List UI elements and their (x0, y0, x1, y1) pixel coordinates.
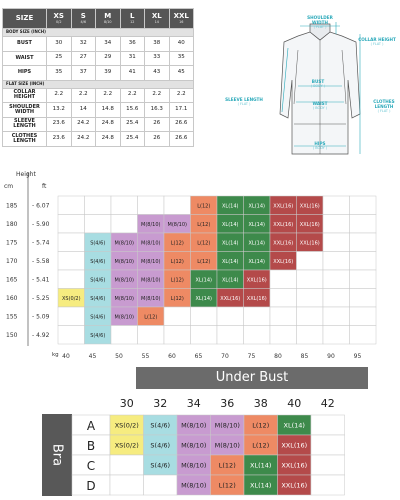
chart-cell (111, 326, 138, 345)
size-cell: 29 (96, 51, 121, 66)
chart-cell-label: XL(14) (195, 295, 212, 302)
chart-cell (217, 307, 244, 326)
chart-cell-label: S(4/6) (90, 258, 106, 265)
size-cell: 40 (169, 37, 194, 52)
size-header-row (3, 9, 194, 29)
chart-cell-label: XXL(16) (246, 295, 267, 302)
jacket-label-sub: ( FLAT ) (313, 24, 327, 29)
size-cell: 35 (47, 66, 72, 81)
jacket-label-bust (298, 80, 338, 89)
chart-cell (217, 326, 244, 345)
chart-cell-label: M(8/10) (114, 240, 134, 247)
chart-cell-label: XL(14) (222, 203, 239, 210)
jacket-label-name: HIPS (314, 141, 326, 146)
chart-cell-label: XL(14) (248, 240, 265, 247)
height-cm-tick: 160 (6, 294, 18, 302)
under-bust-cell-label: S(4/6) (150, 441, 171, 450)
jacket-label-name: BUST (311, 79, 325, 84)
chart-cell (58, 215, 85, 234)
under-bust-title: Under Bust (136, 367, 368, 389)
chart-cell-label: L(12) (170, 258, 184, 265)
chart-cell (191, 326, 218, 345)
chart-cell-label: XXL(16) (299, 203, 320, 210)
size-cell: 23.6 (47, 132, 72, 147)
size-cell: 33 (145, 51, 170, 66)
chart-cell-label: L(12) (197, 203, 211, 210)
jacket-label-sub: ( BODY ) (310, 83, 326, 88)
under-bust-column-header: 42 (320, 397, 335, 410)
body-size-section (3, 29, 194, 37)
jacket-label-sub: ( BODY ) (312, 105, 328, 110)
under-bust-column-header: 38 (253, 397, 268, 410)
chart-cell-label: XL(14) (222, 277, 239, 284)
size-row (3, 132, 194, 147)
height-cm-tick: 155 (6, 313, 18, 321)
chart-cell-label: XXL(16) (299, 221, 320, 228)
weight-kg-tick: 90 (327, 353, 335, 358)
chart-cell (58, 270, 85, 289)
size-cell: 17.1 (169, 103, 194, 118)
weight-kg-tick: 65 (194, 353, 203, 358)
chart-cell-label: S(4/6) (90, 295, 106, 302)
chart-cell-label: XXL(16) (246, 277, 267, 284)
under-bust-column-header: 40 (287, 397, 302, 410)
chart-cell-label: S(4/6) (90, 332, 106, 339)
size-header-sub: 14 (154, 19, 159, 24)
chart-cell-label: M(8/10) (141, 277, 161, 284)
chart-cell (191, 307, 218, 326)
size-cell: 15.6 (120, 103, 145, 118)
weight-kg-tick: 85 (300, 353, 309, 358)
chart-cell (58, 326, 85, 345)
weight-kg-tick: 80 (274, 353, 282, 358)
height-ft-tick: - 5.58 (32, 257, 50, 265)
chart-cell-label: XL(14) (222, 240, 239, 247)
under-bust-cell-label: XL(14) (283, 421, 305, 430)
chart-cell (85, 196, 112, 215)
height-weight-chart (0, 166, 400, 358)
chart-cell-label: L(12) (197, 240, 211, 247)
size-cell: 26.6 (169, 117, 194, 132)
size-row (3, 66, 194, 81)
chart-cell-label: L(12) (197, 258, 211, 265)
chart-cell-label: XXL(16) (273, 221, 294, 228)
under-bust-cell (311, 455, 345, 475)
size-cell: 2.2 (47, 88, 72, 103)
chart-cell (350, 196, 377, 215)
chart-cell-label: XXL(16) (220, 295, 241, 302)
under-bust-cell (110, 475, 144, 495)
jacket-label-shoulder-width (300, 16, 340, 30)
chart-cell (270, 326, 297, 345)
size-cell: 38 (145, 37, 170, 52)
size-header-xs: XS 0/2 (47, 9, 72, 29)
size-header-sub: 0/2 (56, 19, 62, 24)
chart-cell-label: XS(0/2) (61, 295, 81, 302)
chart-cell (350, 289, 377, 308)
jacket-label-sub: ( FLAT ) (237, 101, 251, 106)
chart-cell (58, 233, 85, 252)
jacket-label-waist (300, 102, 340, 111)
chart-cell (58, 196, 85, 215)
chart-cell (297, 270, 324, 289)
height-cm-tick: 175 (6, 239, 18, 247)
chart-cell (297, 289, 324, 308)
under-bust-cell-label: L(12) (252, 421, 270, 430)
under-bust-cell-label: L(12) (252, 441, 270, 450)
chart-cell (164, 326, 191, 345)
jacket-label-name: COLLAR HEIGHT (358, 37, 396, 42)
chart-cell (270, 270, 297, 289)
chart-cell (350, 326, 377, 345)
weight-kg-tick: 75 (247, 353, 256, 358)
jacket-label-clothes-length (364, 100, 400, 114)
chart-cell (350, 252, 377, 271)
chart-cell-label: M(8/10) (114, 277, 134, 284)
size-cell: 45 (169, 66, 194, 81)
chart-cell-label: L(12) (170, 295, 184, 302)
weight-kg-tick: 40 (62, 353, 70, 358)
size-cell: 26 (145, 117, 170, 132)
height-ft-tick: - 5.41 (32, 276, 50, 284)
chart-cell (164, 196, 191, 215)
jacket-label-name: CLOTHES LENGTH (373, 99, 395, 109)
flat-size-section-label: FLAT SIZE (INCH) (3, 80, 194, 88)
chart-cell-label: M(8/10) (141, 221, 161, 228)
weight-kg-tick: 55 (141, 353, 150, 358)
size-cell: 2.2 (120, 88, 145, 103)
size-cell: 39 (96, 66, 121, 81)
chart-cell-label: XL(14) (195, 277, 212, 284)
size-row-label: SHOULDER WIDTH (3, 103, 47, 118)
size-header-sub: 8/10 (103, 19, 112, 24)
size-cell: 27 (71, 51, 96, 66)
height-ft-tick: - 6.07 (32, 202, 50, 210)
size-cell: 25.4 (120, 117, 145, 132)
chart-cell (85, 215, 112, 234)
chart-cell-label: S(4/6) (90, 314, 106, 321)
under-bust-cell-label: M(8/10) (181, 481, 207, 490)
size-cell: 23.6 (47, 117, 72, 132)
chart-cell (323, 326, 350, 345)
height-unit-ft: ft (42, 183, 47, 190)
size-cell: 32 (71, 37, 96, 52)
chart-cell (58, 307, 85, 326)
under-bust-cell-label: L(12) (218, 461, 236, 470)
chart-cell (244, 326, 271, 345)
size-header-m: M 8/10 (96, 9, 121, 29)
chart-cell (350, 215, 377, 234)
under-bust-cell-label: M(8/10) (181, 461, 207, 470)
chart-cell-label: XL(14) (248, 203, 265, 210)
size-cell: 41 (120, 66, 145, 81)
size-cell: 2.2 (96, 88, 121, 103)
cup-label: A (86, 419, 96, 433)
size-cell: 25.4 (120, 132, 145, 147)
size-header-sub: 12 (130, 19, 135, 24)
chart-cell-label: L(12) (197, 221, 211, 228)
height-cm-tick: 170 (6, 257, 18, 265)
size-cell: 37 (71, 66, 96, 81)
size-cell: 24.8 (96, 132, 121, 147)
under-bust-table (0, 360, 400, 500)
under-bust-cell-label: S(4/6) (150, 461, 171, 470)
under-bust-cell-label: L(12) (218, 481, 236, 490)
size-header-label: SIZE (3, 9, 47, 29)
under-bust-cell-label: M(8/10) (214, 421, 240, 430)
weight-kg-tick: 95 (353, 353, 362, 358)
size-header-xl: XL 14 (145, 9, 170, 29)
size-cell: 30 (47, 37, 72, 52)
chart-cell (350, 307, 377, 326)
size-cell: 24.2 (71, 117, 96, 132)
flat-size-section (3, 80, 194, 88)
chart-cell-label: XL(14) (222, 258, 239, 265)
size-cell: 43 (145, 66, 170, 81)
chart-cell (323, 252, 350, 271)
chart-cell-label: S(4/6) (90, 277, 106, 284)
size-row-label: HIPS (3, 66, 47, 81)
height-ft-tick: - 5.74 (32, 239, 50, 247)
size-row (3, 51, 194, 66)
weight-kg-tick: 50 (115, 353, 123, 358)
chart-cell-label: XXL(16) (273, 258, 294, 265)
under-bust-cell (110, 455, 144, 475)
chart-cell-label: L(12) (170, 277, 184, 284)
height-ft-tick: - 4.92 (32, 331, 50, 339)
jacket-label-hips (300, 142, 340, 151)
size-cell: 24.2 (71, 132, 96, 147)
under-bust-cell-label: XXL(16) (281, 461, 308, 470)
jacket-label-sleeve-length (224, 98, 264, 107)
jacket-label-name: SLEEVE LENGTH (225, 97, 263, 102)
size-cell: 26.6 (169, 132, 194, 147)
size-cell: 14 (71, 103, 96, 118)
size-row-label: CLOTHES LENGTH (3, 132, 47, 147)
chart-cell-label: M(8/10) (114, 295, 134, 302)
size-row (3, 103, 194, 118)
jacket-label-sub: ( FLAT ) (377, 108, 391, 113)
chart-cell-label: XXL(16) (273, 203, 294, 210)
size-header-sub: 4/6 (80, 19, 86, 24)
bra-side-label: Bra (42, 414, 72, 496)
size-header-s: S 4/6 (71, 9, 96, 29)
weight-kg-tick: 70 (221, 353, 229, 358)
chart-cell (323, 270, 350, 289)
chart-cell-label: XL(14) (248, 258, 265, 265)
chart-cell (111, 215, 138, 234)
size-cell: 13.2 (47, 103, 72, 118)
size-cell: 24.8 (96, 117, 121, 132)
under-bust-cell-label: XXL(16) (281, 481, 308, 490)
under-bust-cell-label: M(8/10) (214, 441, 240, 450)
size-row-label: WAIST (3, 51, 47, 66)
size-header-sub: 16 (179, 19, 184, 24)
under-bust-column-header: 32 (153, 397, 168, 410)
size-cell: 14.8 (96, 103, 121, 118)
chart-cell-label: XL(14) (222, 221, 239, 228)
under-bust-cell-label: XL(14) (250, 461, 272, 470)
chart-cell (323, 215, 350, 234)
chart-cell (138, 326, 165, 345)
under-bust-cell (311, 475, 345, 495)
under-bust-cell-label: S(4/6) (150, 421, 171, 430)
size-cell: 34 (96, 37, 121, 52)
jacket-label-collar-height (357, 38, 397, 47)
size-row-label: SLEEVE LENGTH (3, 117, 47, 132)
size-row-label: BUST (3, 37, 47, 52)
chart-cell-label: S(4/6) (90, 240, 106, 247)
under-bust-cell-label: XXL(16) (281, 441, 308, 450)
size-header-l: L 12 (120, 9, 145, 29)
chart-cell (270, 289, 297, 308)
chart-cell-label: M(8/10) (114, 258, 134, 265)
cup-label: D (86, 479, 96, 493)
chart-cell-label: XXL(16) (299, 240, 320, 247)
height-ft-tick: - 5.25 (32, 294, 50, 302)
height-cm-tick: 180 (6, 220, 18, 228)
size-row (3, 88, 194, 103)
size-row (3, 37, 194, 52)
weight-unit-kg: kg (52, 352, 59, 358)
chart-cell-label: M(8/10) (167, 221, 187, 228)
under-bust-cell (311, 435, 345, 455)
jacket-label-sub: ( FLAT ) (370, 41, 384, 46)
size-row (3, 117, 194, 132)
chart-cell-label: M(8/10) (141, 258, 161, 265)
height-unit-cm: cm (4, 183, 14, 190)
chart-cell (111, 196, 138, 215)
chart-cell-label: XXL(16) (273, 240, 294, 247)
weight-kg-tick: 45 (88, 353, 97, 358)
under-bust-cell (311, 415, 345, 435)
jacket-label-name: WAIST (312, 101, 328, 106)
chart-cell (164, 307, 191, 326)
height-title: Height (16, 171, 36, 178)
size-cell: 35 (169, 51, 194, 66)
size-cell: 31 (120, 51, 145, 66)
under-bust-cell-label: XS(0/2) (114, 441, 139, 450)
chart-cell (58, 252, 85, 271)
chart-cell (323, 233, 350, 252)
size-cell: 2.2 (169, 88, 194, 103)
under-bust-cell-label: XS(0/2) (114, 421, 139, 430)
height-cm-tick: 150 (6, 331, 18, 339)
body-size-section-label: BODY SIZE (INCH) (3, 29, 194, 37)
size-cell: 26 (145, 132, 170, 147)
chart-cell-label: L(12) (170, 240, 184, 247)
size-cell: 36 (120, 37, 145, 52)
chart-cell (297, 252, 324, 271)
height-ft-tick: - 5.09 (32, 313, 50, 321)
chart-cell (323, 196, 350, 215)
weight-kg-tick: 60 (168, 353, 176, 358)
size-cell: 25 (47, 51, 72, 66)
size-table (2, 8, 194, 147)
size-row-label: COLLAR HEIGHT (3, 88, 47, 103)
size-cell: 16.3 (145, 103, 170, 118)
chart-cell (270, 307, 297, 326)
under-bust-column-header: 36 (220, 397, 235, 410)
chart-cell-label: XL(14) (248, 221, 265, 228)
height-ft-tick: - 5.90 (32, 220, 50, 228)
size-cell: 2.2 (145, 88, 170, 103)
height-cm-tick: 185 (6, 202, 18, 210)
chart-cell (323, 307, 350, 326)
chart-cell-label: L(12) (144, 314, 158, 321)
chart-cell (297, 307, 324, 326)
cup-label: B (86, 439, 96, 453)
chart-cell (323, 289, 350, 308)
chart-cell (350, 270, 377, 289)
chart-cell-label: M(8/10) (141, 295, 161, 302)
size-cell: 2.2 (71, 88, 96, 103)
jacket-label-sub: ( BODY ) (312, 145, 328, 150)
under-bust-cell-label: M(8/10) (181, 441, 207, 450)
jacket-label-name: SHOULDER WIDTH (307, 15, 333, 25)
under-bust-cell-label: M(8/10) (181, 421, 207, 430)
under-bust-cell-label: XL(14) (250, 481, 272, 490)
height-cm-tick: 165 (6, 276, 18, 284)
chart-cell-label: M(8/10) (114, 314, 134, 321)
under-bust-cell (144, 475, 178, 495)
chart-cell (350, 233, 377, 252)
chart-cell (138, 196, 165, 215)
chart-cell (297, 326, 324, 345)
chart-cell-label: M(8/10) (141, 240, 161, 247)
cup-label: C (86, 459, 96, 473)
under-bust-column-header: 34 (186, 397, 201, 410)
size-header-xxl: XXL 16 (169, 9, 194, 29)
under-bust-column-header: 30 (119, 397, 134, 410)
chart-cell (244, 307, 271, 326)
